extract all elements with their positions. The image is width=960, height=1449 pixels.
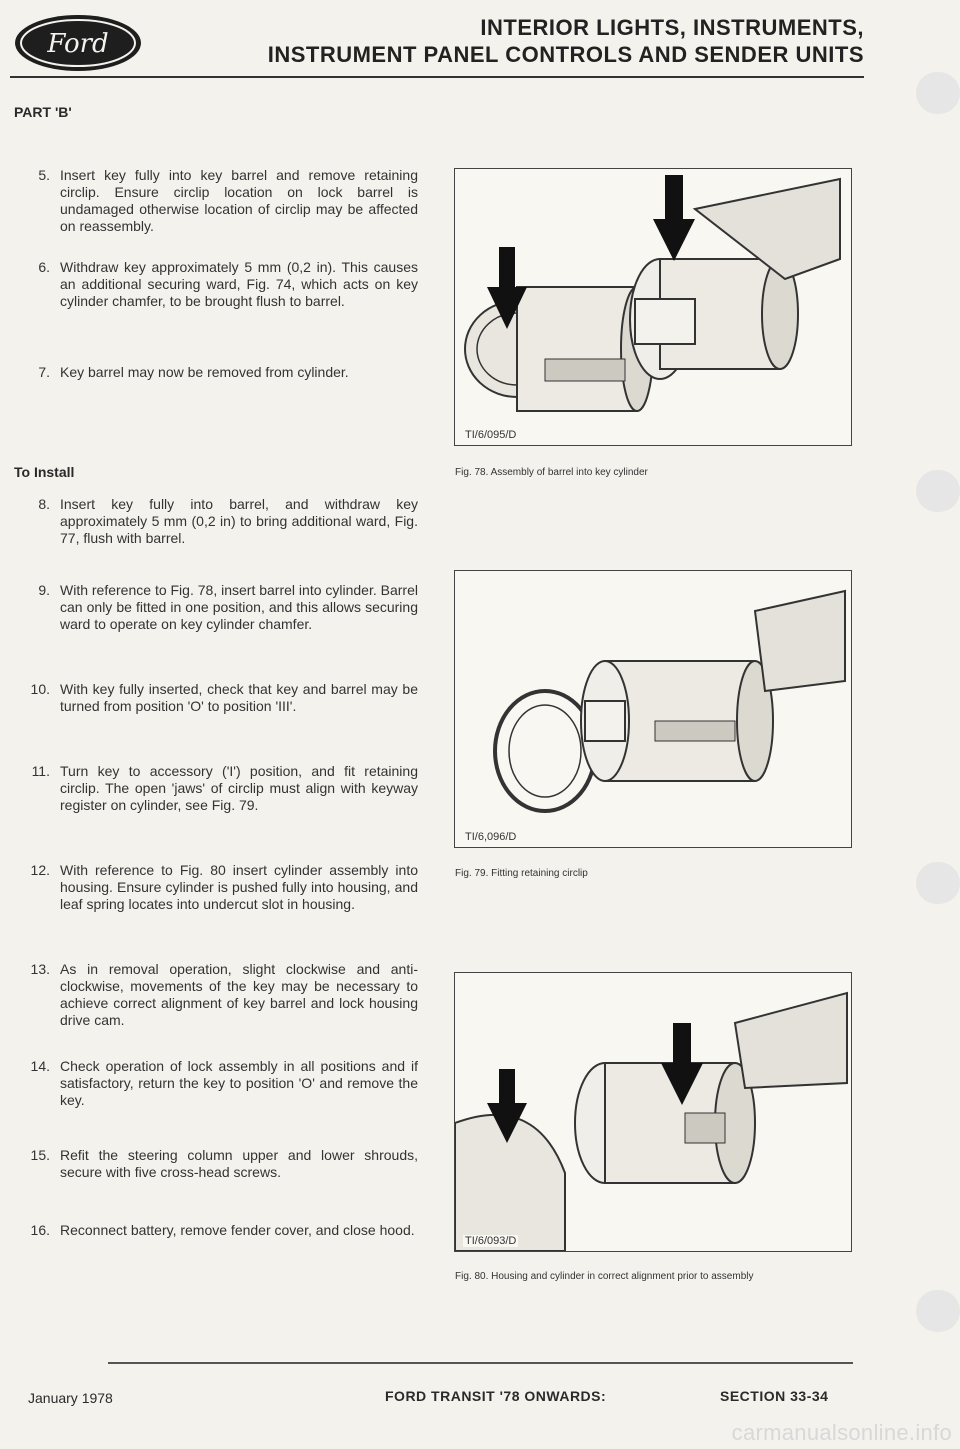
header-line-2: INSTRUMENT PANEL CONTROLS AND SENDER UNITS [267,42,864,67]
binder-tab [916,862,960,904]
figure-79-illustration [455,571,851,847]
page-header [268,14,864,68]
header-line-1: INTERIOR LIGHTS, INSTRUMENTS, [480,15,864,40]
part-label: PART 'B' [14,104,72,120]
binder-tab [916,72,960,114]
figure-78-illustration [455,169,851,445]
figure-79-id: TI/6,096/D [465,831,517,843]
figure-78-caption: Fig. 78. Assembly of barrel into key cylinder [455,467,648,478]
figure-78 [454,168,852,446]
svg-text:Ford: Ford [47,29,109,59]
figure-80-id: TI/6/093/D [465,1235,517,1247]
header-rule [10,76,864,78]
figure-78-id: TI/6/095/D [465,429,517,441]
footer-title: FORD TRANSIT '78 ONWARDS: [385,1388,607,1404]
binder-tab [916,1290,960,1332]
footer-rule [108,1362,853,1364]
figure-80-illustration [455,973,851,1251]
figure-80 [454,972,852,1252]
binder-tab [916,470,960,512]
figure-80-caption: Fig. 80. Housing and cylinder in correct alignment prior to assembly [455,1271,754,1282]
subheading-to-install: To Install [14,464,75,480]
figure-79-caption: Fig. 79. Fitting retaining circlip [455,868,588,879]
figure-79 [454,570,852,848]
footer-section: SECTION 33-34 [720,1388,829,1404]
footer-date: January 1978 [28,1390,113,1406]
ford-logo [12,12,144,74]
watermark: carmanualsonline.info [731,1420,952,1445]
